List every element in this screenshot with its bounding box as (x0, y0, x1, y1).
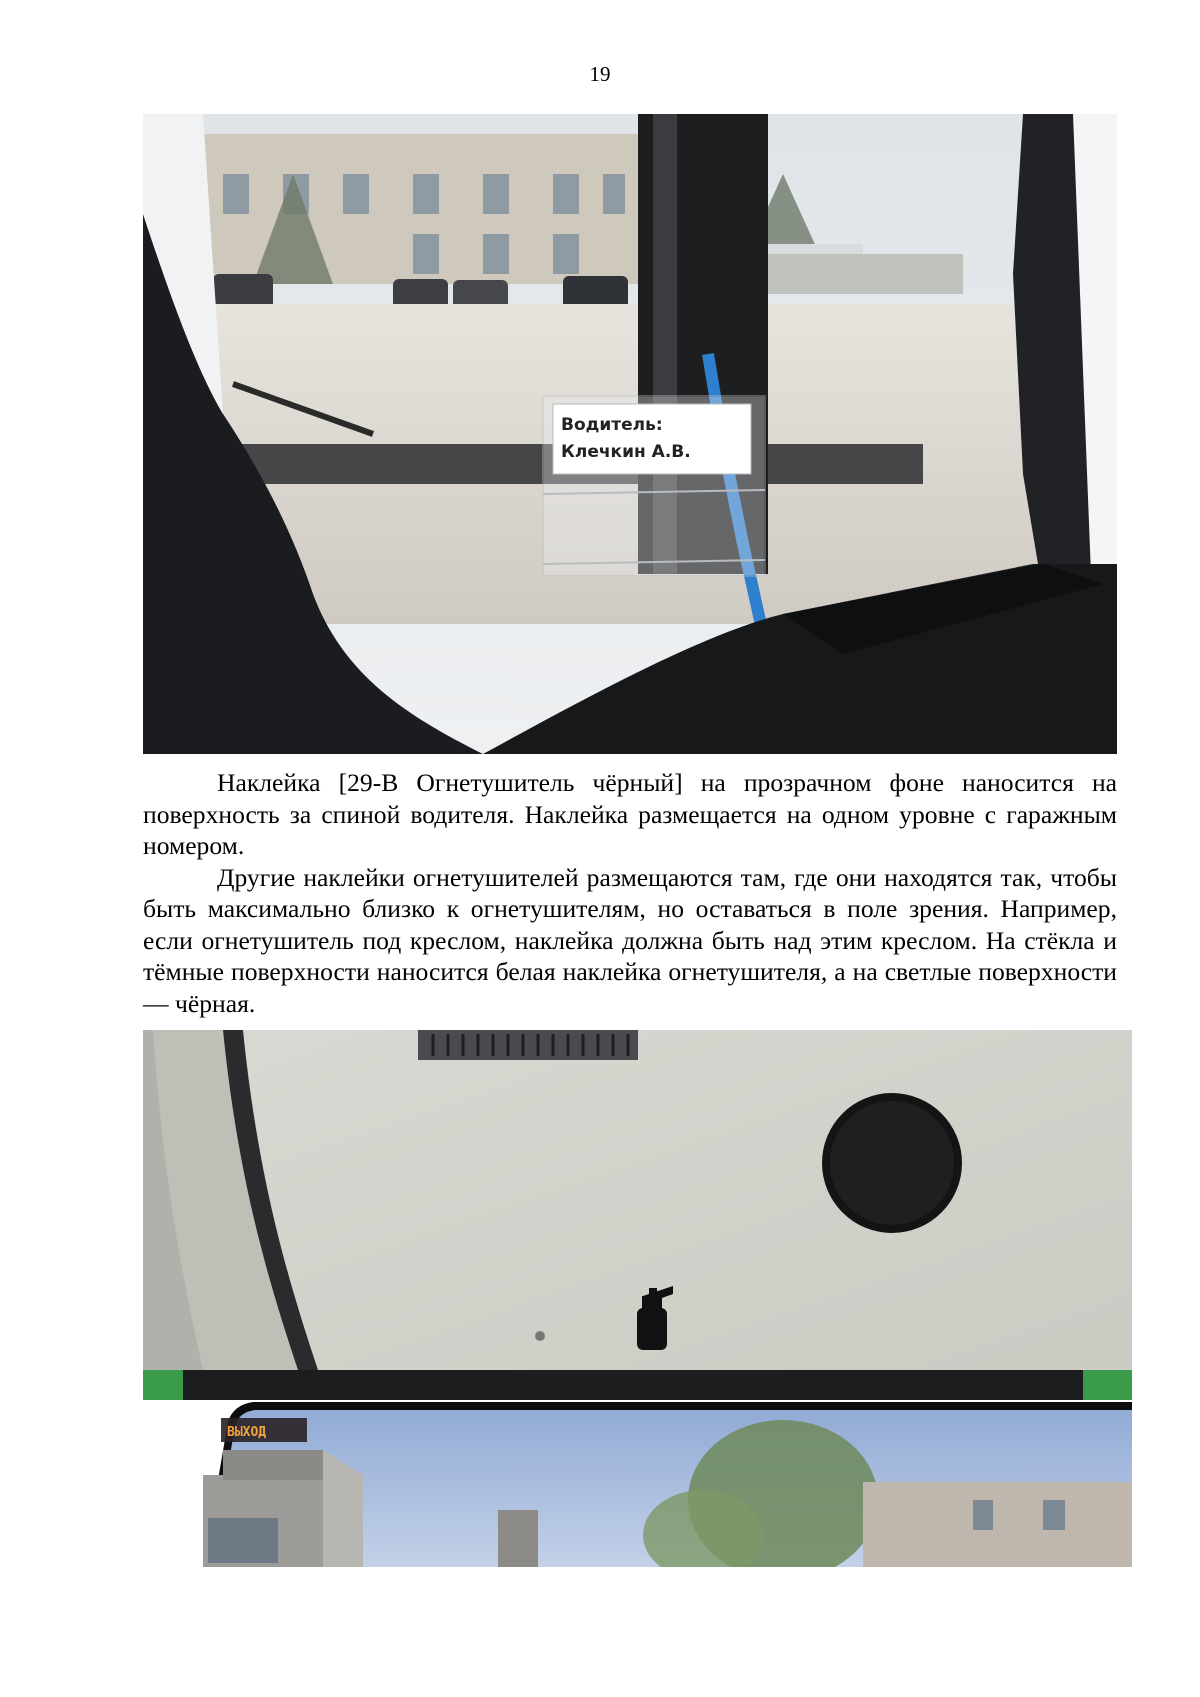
screw (535, 1331, 545, 1341)
photo-ceiling-panel (143, 1030, 1132, 1567)
page-number: 19 (589, 62, 611, 86)
photo-driver-window-scene (143, 114, 1117, 754)
display-text: ВЫХОД (227, 1425, 267, 1440)
sticker-title: Водитель: (561, 415, 663, 435)
name-sticker-holder (543, 396, 765, 576)
sticker-driver-name: Клечкин А.В. (561, 442, 691, 462)
body-text (143, 767, 1117, 1019)
outside-building (863, 1482, 1132, 1567)
photo-ceiling-panel-scene (143, 1030, 1132, 1567)
paragraph: Другие наклейки огнетушителей размещаются там, где они находятся так, чтобы быть максимально близко к огнетушителям, но оставаться в поле зрения. Например, если огнетушитель под креслом, наклейка должна быть над этим креслом. На стёкла и тёмные поверхности наносится белая наклейка огнетушителя, а на светлые поверхности — чёрная. (143, 862, 1117, 1018)
air-vent-grille (418, 1030, 638, 1060)
paragraph: Наклейка [29-В Огнетушитель чёрный] на прозрачном фоне наносится на поверхность за спиной водителя. Наклейка размещается на одном уровне с гаражным номером. (143, 768, 1117, 860)
photo-driver-window (143, 114, 1117, 754)
